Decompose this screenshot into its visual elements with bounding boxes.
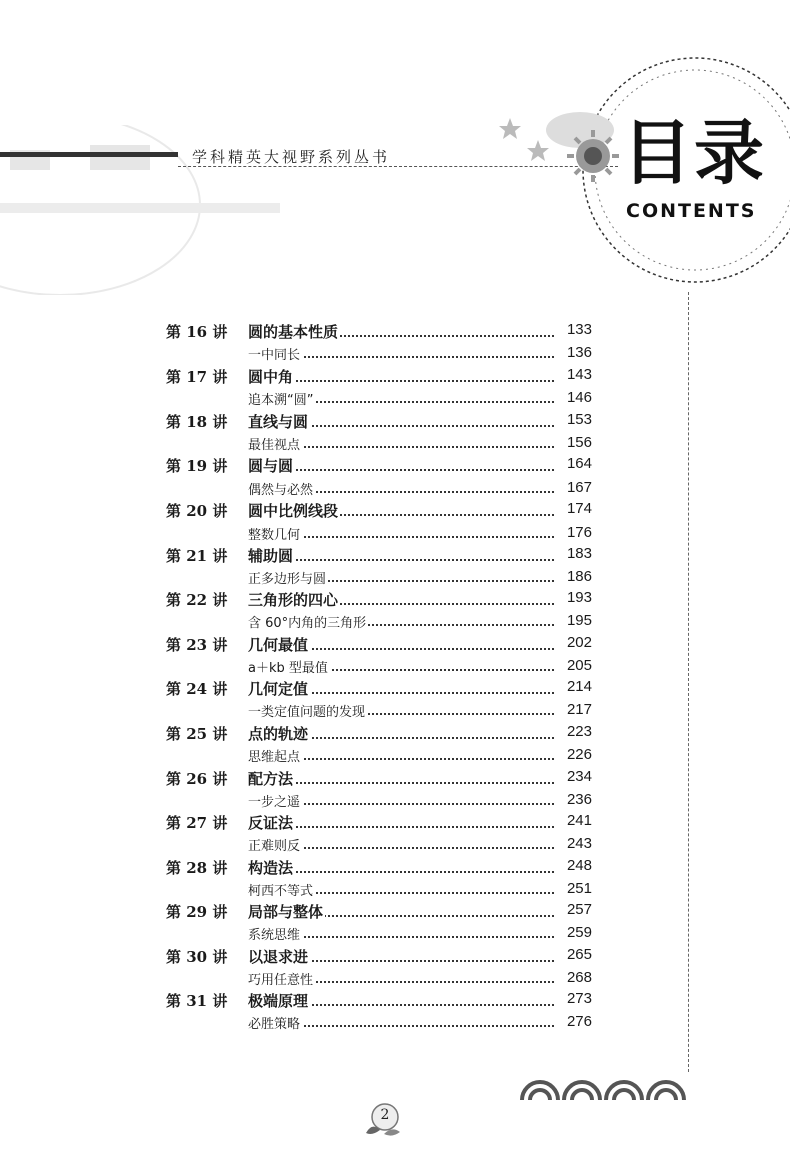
- toc-subentry[interactable]: [0, 477, 600, 499]
- subsection-title: a＋kb 型最值: [248, 657, 330, 676]
- toc-subentry[interactable]: [0, 522, 600, 544]
- page-title: 目录: [622, 111, 766, 194]
- toc-entry[interactable]: [0, 545, 600, 567]
- lecture-title: 圆的基本性质: [248, 323, 339, 341]
- toc-entry[interactable]: [0, 321, 600, 343]
- page-number: 205: [566, 657, 592, 674]
- page-number: 164: [566, 455, 592, 472]
- lecture-title: 圆中比例线段: [248, 502, 339, 520]
- toc-entry[interactable]: [0, 678, 600, 700]
- page-number: 243: [566, 835, 592, 852]
- page-number: 156: [566, 434, 592, 451]
- toc-subentry[interactable]: [0, 878, 600, 900]
- page-number: 202: [566, 634, 592, 651]
- subsection-title: 系统思维: [248, 924, 302, 943]
- lecture-title: 极端原理: [248, 992, 309, 1010]
- page-number: 217: [566, 701, 592, 718]
- toc-entry[interactable]: [0, 500, 600, 522]
- toc-entry[interactable]: [0, 946, 600, 968]
- lecture-title: 反证法: [248, 814, 294, 832]
- page-number: 226: [566, 746, 592, 763]
- toc-subentry[interactable]: [0, 342, 600, 364]
- page-number: 174: [566, 500, 592, 517]
- footer-page-number: 2: [380, 1107, 390, 1123]
- page-number: 186: [566, 568, 592, 585]
- subsection-title: 一类定值问题的发现: [248, 701, 367, 720]
- page-number: 268: [566, 969, 592, 986]
- lecture-number: 第 18 讲: [166, 413, 228, 431]
- toc-entry[interactable]: [0, 857, 600, 879]
- right-margin-rule: [688, 292, 690, 1072]
- page-number: 248: [566, 857, 592, 874]
- toc-entry[interactable]: [0, 455, 600, 477]
- lecture-title: 几何最值: [248, 636, 309, 654]
- toc-subentry[interactable]: [0, 967, 600, 989]
- page-number: 273: [566, 990, 592, 1007]
- page-number: 265: [566, 946, 592, 963]
- page-title-english: CONTENTS: [626, 200, 757, 222]
- page-number: 136: [566, 344, 592, 361]
- subsection-title: 正难则反: [248, 835, 302, 854]
- lecture-title: 局部与整体: [248, 903, 324, 921]
- toc-subentry[interactable]: [0, 432, 600, 454]
- lecture-number: 第 22 讲: [166, 591, 228, 609]
- toc-subentry[interactable]: [0, 566, 600, 588]
- subsection-title: 必胜策略: [248, 1013, 302, 1032]
- lecture-number: 第 29 讲: [166, 903, 228, 921]
- subsection-title: 最佳视点: [248, 434, 302, 453]
- lecture-number: 第 20 讲: [166, 502, 228, 520]
- subsection-title: 柯西不等式: [248, 880, 315, 899]
- page-number: 236: [566, 791, 592, 808]
- lecture-number: 第 28 讲: [166, 859, 228, 877]
- lecture-title: 圆与圆: [248, 457, 294, 475]
- lecture-number: 第 24 讲: [166, 680, 228, 698]
- subsection-title: 一中同长: [248, 344, 302, 363]
- toc-subentry[interactable]: [0, 655, 600, 677]
- lecture-number: 第 16 讲: [166, 323, 228, 341]
- toc-subentry[interactable]: [0, 610, 600, 632]
- page-number: 167: [566, 479, 592, 496]
- subsection-title: 一步之遥: [248, 791, 302, 810]
- page-number: 214: [566, 678, 592, 695]
- page-number: 259: [566, 924, 592, 941]
- lecture-number: 第 30 讲: [166, 948, 228, 966]
- lecture-title: 直线与圆: [248, 413, 309, 431]
- lecture-title: 点的轨迹: [248, 725, 309, 743]
- page-number: 241: [566, 812, 592, 829]
- lecture-title: 配方法: [248, 770, 294, 788]
- toc-subentry[interactable]: [0, 387, 600, 409]
- lecture-number: 第 25 讲: [166, 725, 228, 743]
- lecture-number: 第 21 讲: [166, 547, 228, 565]
- lecture-title: 几何定值: [248, 680, 309, 698]
- lecture-number: 第 26 讲: [166, 770, 228, 788]
- page-number: 234: [566, 768, 592, 785]
- spiral-ornament-icon: [516, 1074, 696, 1102]
- toc-subentry[interactable]: [0, 789, 600, 811]
- toc-subentry[interactable]: [0, 922, 600, 944]
- header-bar: [0, 152, 178, 157]
- subsection-title: 整数几何: [248, 524, 302, 543]
- lecture-title: 辅助圆: [248, 547, 294, 565]
- toc-entry[interactable]: [0, 411, 600, 433]
- page-number: 193: [566, 589, 592, 606]
- toc-entry[interactable]: [0, 812, 600, 834]
- page-number: 195: [566, 612, 592, 629]
- toc-entry[interactable]: [0, 634, 600, 656]
- toc-subentry[interactable]: [0, 699, 600, 721]
- page-number: 276: [566, 1013, 592, 1030]
- page-number: 133: [566, 321, 592, 338]
- toc-subentry[interactable]: [0, 1011, 600, 1033]
- toc-entry[interactable]: [0, 366, 600, 388]
- toc-entry[interactable]: [0, 901, 600, 923]
- lecture-number: 第 27 讲: [166, 814, 228, 832]
- series-title: 学科精英大视野系列丛书: [192, 148, 391, 166]
- page-number: 146: [566, 389, 592, 406]
- subsection-title: 偶然与必然: [248, 479, 315, 498]
- lecture-title: 三角形的四心: [248, 591, 339, 609]
- page-number: 176: [566, 524, 592, 541]
- lecture-number: 第 17 讲: [166, 368, 228, 386]
- page-number: 251: [566, 880, 592, 897]
- lecture-title: 圆中角: [248, 368, 294, 386]
- page-number: 183: [566, 545, 592, 562]
- subsection-title: 巧用任意性: [248, 969, 315, 988]
- toc-entry[interactable]: [0, 990, 600, 1012]
- toc-subentry[interactable]: [0, 833, 600, 855]
- subsection-title: 正多边形与圆: [248, 568, 328, 587]
- subsection-title: 追本溯“圆”: [248, 389, 315, 408]
- subsection-title: 含 60°内角的三角形: [248, 612, 368, 631]
- subsection-title: 思维起点: [248, 746, 302, 765]
- lecture-number: 第 31 讲: [166, 992, 228, 1010]
- page-number: 153: [566, 411, 592, 428]
- page-number: 257: [566, 901, 592, 918]
- lecture-number: 第 19 讲: [166, 457, 228, 475]
- lecture-title: 以退求进: [248, 948, 309, 966]
- toc-subentry[interactable]: [0, 744, 600, 766]
- toc-entry[interactable]: [0, 768, 600, 790]
- toc-entry[interactable]: [0, 589, 600, 611]
- lecture-title: 构造法: [248, 859, 294, 877]
- lecture-number: 第 23 讲: [166, 636, 228, 654]
- page-number: 223: [566, 723, 592, 740]
- toc-entry[interactable]: [0, 723, 600, 745]
- page-number: 143: [566, 366, 592, 383]
